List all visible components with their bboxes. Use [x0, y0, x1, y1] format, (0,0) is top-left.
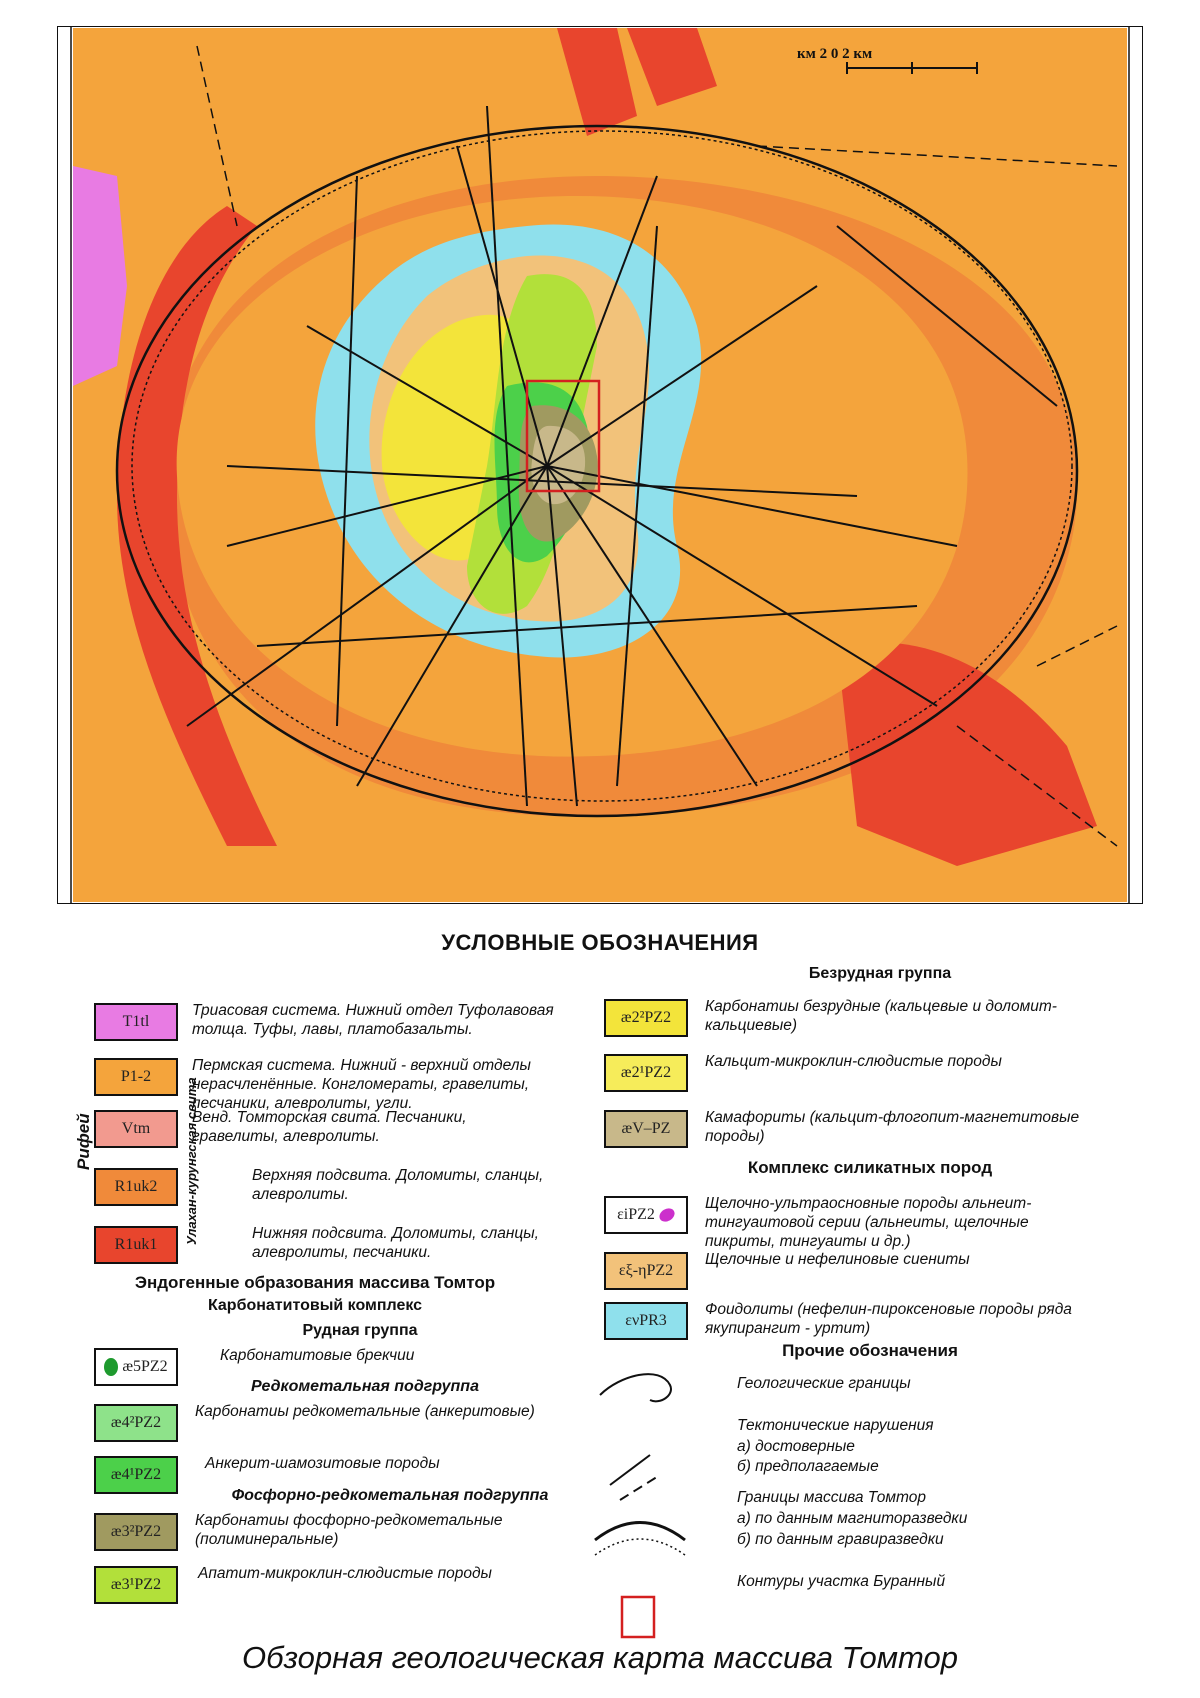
rare-0-text: Карбонатиы редкометальные (анкеритовые)	[195, 1403, 535, 1420]
rare-subgroup-title: Редкометальная подгруппа	[251, 1378, 479, 1395]
massif-boundary-gravity-symbol	[595, 1539, 685, 1555]
phos-0-swatch	[94, 1513, 178, 1551]
other-item-0: Геологические границы	[737, 1375, 911, 1392]
buranny-outline-symbol	[622, 1597, 654, 1637]
silicate-0-code: εiPZ2	[617, 1206, 655, 1223]
other-item-6: б) по данным гравиразведки	[737, 1531, 944, 1548]
legend-left-1-text: Пермская система. Нижний - верхний отделы нерасчленённые. Конгломераты, гравелиты, песчаники, алевролиты, угли.	[192, 1057, 531, 1112]
ore-group-title: Рудная группа	[302, 1322, 418, 1339]
phos-subgroup-title: Фосфорно-редкометальная подгруппа	[231, 1487, 549, 1504]
other-item-3: б) предполагаемые	[737, 1458, 879, 1475]
legend-left-1-code: P1-2	[120, 1068, 152, 1085]
carb-complex-title: Карбонатитовый комплекс	[207, 1297, 423, 1314]
barren-0-text: Карбонатиы безрудные (кальцевые и доломит-кальциевые)	[705, 998, 1057, 1034]
other-item-1: Тектонические нарушения	[737, 1417, 934, 1434]
scale-label: км 2 0 2 км	[797, 46, 873, 62]
silicate-0-swatch	[604, 1196, 688, 1234]
barren-1-text: Кальцит-микроклин-слюдистые породы	[705, 1053, 1002, 1070]
barren-2-code: æV–PZ	[621, 1120, 671, 1137]
legend-left-2-code: Vtm	[121, 1120, 151, 1137]
other-item-4: Границы массива Томтор	[737, 1489, 926, 1506]
legend-left-4-swatch	[94, 1226, 178, 1264]
legend-left-3-code: R1uk2	[114, 1178, 158, 1195]
ore-0-swatch	[94, 1348, 178, 1386]
other-item-7: Контуры участка Буранный	[737, 1573, 946, 1590]
legend-left-0-code: T1tl	[122, 1013, 150, 1030]
legend-left-2-swatch	[94, 1110, 178, 1148]
legend-left-2-text: Венд. Томторская свита. Песчаники, гравелиты, алевролиты.	[192, 1109, 467, 1145]
phos-1-code: æ3¹PZ2	[110, 1576, 162, 1593]
rare-1-code: æ4¹PZ2	[110, 1466, 162, 1483]
phos-1-swatch	[94, 1566, 178, 1604]
breccia-dot-icon	[104, 1358, 118, 1376]
rare-0-swatch	[94, 1404, 178, 1442]
legend-title: УСЛОВНЫЕ ОБОЗНАЧЕНИЯ	[441, 930, 759, 955]
legend-left-0-swatch	[94, 1003, 178, 1041]
fault-inferred-symbol	[620, 1475, 660, 1500]
ore-0-text: Карбонатитовые брекчии	[220, 1347, 415, 1364]
phos-0-text: Карбонатиы фосфорно-редкометальные (полиминеральные)	[195, 1512, 503, 1548]
alnoite-dot-icon	[657, 1206, 677, 1224]
phos-0-code: æ3²PZ2	[110, 1523, 162, 1540]
legend-left-4-text: Нижняя подсвита. Доломиты, сланцы, алевролиты, песчаники.	[252, 1225, 539, 1261]
silicate-complex-title: Комплекс силикатных пород	[747, 1158, 993, 1177]
barren-0-code: æ2²PZ2	[620, 1009, 672, 1026]
phos-1-text: Апатит-микроклин-слюдистые породы	[198, 1565, 492, 1582]
legend-left-0-text: Триасовая система. Нижний отдел Туфолавовая толща. Туфы, лавы, платобазальты.	[192, 1002, 554, 1038]
barren-0-swatch	[604, 999, 688, 1037]
silicate-1-swatch	[604, 1252, 688, 1290]
rifey-label: Рифей	[74, 1113, 93, 1170]
geological-map	[57, 26, 1143, 904]
barren-2-text: Камафориты (кальцит-флогопит-магнетитовые породы)	[705, 1109, 1080, 1145]
barren-1-swatch	[604, 1054, 688, 1092]
legend-left-4-code: R1uk1	[114, 1236, 158, 1253]
svita-label: Улахан-курунгская свита	[184, 1077, 199, 1245]
silicate-2-swatch	[604, 1302, 688, 1340]
silicate-1-code: εξ-ηPZ2	[618, 1262, 674, 1279]
silicate-0-text: Щелочно-ультраосновные породы альнеит-тингуаитовой серии (альнеиты, щелочные пикриты, тингуаиты и др.)	[705, 1195, 1032, 1250]
rare-1-swatch	[94, 1456, 178, 1494]
other-item-5: а) по данным магниторазведки	[737, 1510, 968, 1527]
other-title: Прочие обозначения	[782, 1341, 958, 1360]
barren-1-code: æ2¹PZ2	[620, 1064, 672, 1081]
massif-boundary-magnetic-symbol	[595, 1523, 685, 1541]
barren-group-title: Безрудная группа	[808, 965, 952, 982]
legend-left-3-swatch	[94, 1168, 178, 1206]
other-item-2: а) достоверные	[737, 1438, 855, 1455]
silicate-2-code: ενPR3	[625, 1312, 667, 1329]
silicate-1-text: Щелочные и нефелиновые сиениты	[705, 1251, 970, 1268]
legend-left-3-text: Верхняя подсвита. Доломиты, сланцы, алевролиты.	[252, 1167, 544, 1203]
rare-1-text: Анкерит-шамозитовые породы	[205, 1455, 440, 1472]
geologic-boundary-symbol	[600, 1374, 671, 1401]
barren-2-swatch	[604, 1110, 688, 1148]
legend-left-1-swatch	[94, 1058, 178, 1096]
map-caption: Обзорная геологическая карта массива Томтор	[242, 1640, 958, 1675]
silicate-2-text: Фоидолиты (нефелин-пироксеновые породы ряда якупирангит - уртит)	[705, 1301, 1072, 1337]
other-symbols	[590, 1365, 690, 1665]
ore-0-code: æ5PZ2	[122, 1358, 168, 1375]
endogen-title: Эндогенные образования массива Томтор	[134, 1273, 496, 1292]
rare-0-code: æ4²PZ2	[110, 1414, 162, 1431]
fault-certain-symbol	[610, 1455, 650, 1485]
